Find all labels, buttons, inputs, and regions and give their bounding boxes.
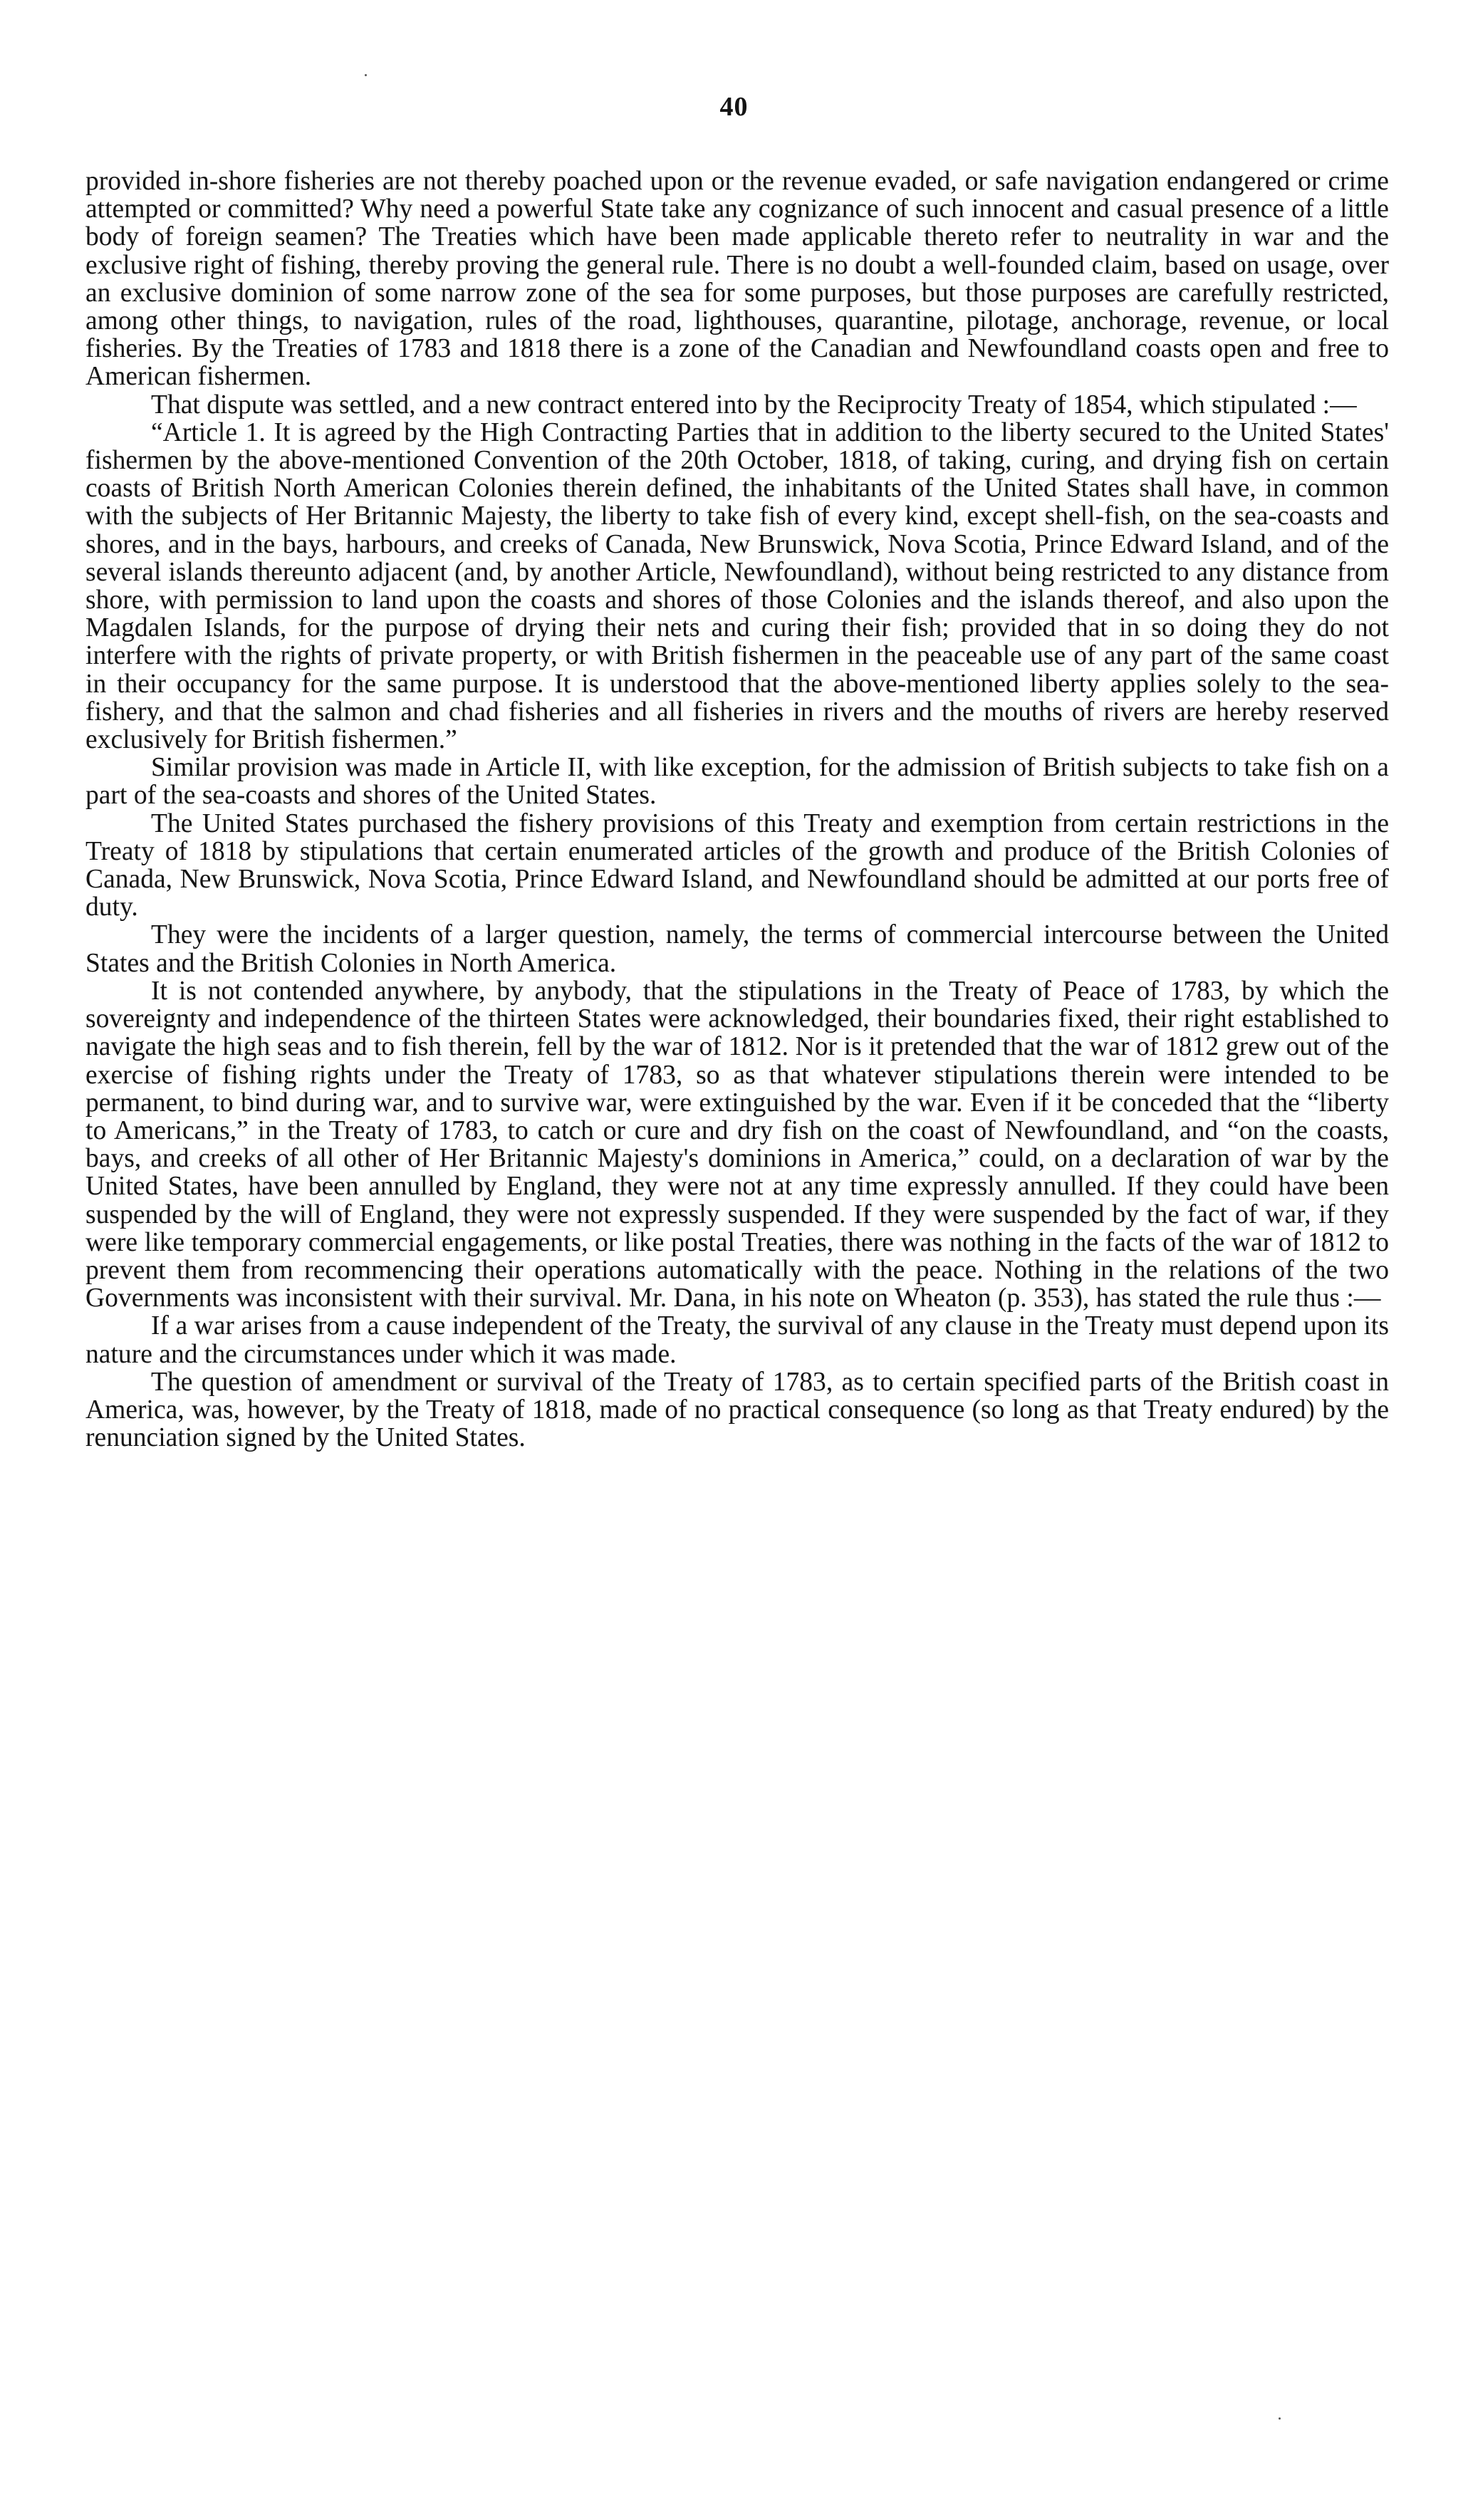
paragraph: It is not contended anywhere, by anybody, that the stipulations in the Treaty of Peace of 1783, by which the sovereignty and independence of the thirteen States were acknowledged, their boundaries fixed, their right established to navigate the high seas and to fish therein, fell by the war of 1812. Nor is it pretended that the war of 1812 grew out of the exercise of fishing rights under the Treaty of 1783, so as that whatever stipulations therein were intended to be permanent, to bind during war, and to survive war, were extinguished by the war. Even if it be conceded that the “liberty to Americans,” in the Treaty of 1783, to catch or cure and dry fish on the coast of Newfoundland, and “on the coasts, bays, and creeks of all other of Her Britannic Majesty's dominions in America,” could, on a declaration of war by the United States, have been annulled by England, they were not at any time expressly annulled. If they could have been suspended by the will of England, they were not expressly suspended. If they were suspended by the fact of war, if they were like temporary commercial engagements, or like postal Treaties, there was nothing in the facts of the war of 1812 to prevent them from recommencing their operations automatically with the peace. Nothing in the relations of the two Governments was inconsistent with their survival. Mr. Dana, in his note on Wheaton (p. 353), has stated the rule thus :— (85, 976, 1389, 1313)
paragraph: provided in-shore fisheries are not thereby poached upon or the revenue evaded, or safe navigation endangered or crime attempted or committed? Why need a powerful State take any cognizance of such innocent and casual presence of a little body of foreign seamen? The Treaties which have been made applicable thereto refer to neutrality in war and the exclusive right of fishing, thereby proving the general rule. There is no doubt a well-founded claim, based on usage, over an exclusive dominion of some narrow zone of the sea for some purposes, but those purposes are carefully restricted, among other things, to navigation, rules of the road, lighthouses, quarantine, pilotage, anchorage, revenue, or local fisheries. By the Treaties of 1783 and 1818 there is a zone of the Canadian and Newfoundland coasts open and free to American fishermen. (85, 167, 1389, 392)
paragraph: The United States purchased the fishery provisions of this Treaty and exemption from certain restrictions in the Treaty of 1818 by stipulations that certain enumerated articles of the growth and produce of the British Colonies of Canada, New Brunswick, Nova Scotia, Prince Edward Island, and Newfoundland should be admitted at our ports free of duty. (85, 808, 1389, 922)
body-text (85, 167, 1389, 1452)
paragraph: Similar provision was made in Article II, with like exception, for the admission of British subjects to take fish on a part of the sea-coasts and shores of the United States. (85, 753, 1389, 811)
quoted-article: “Article 1. It is agreed by the High Contracting Parties that in addition to the liberty secured to the United States' fishermen by the above-mentioned Convention of the 20th October, 1818, of taking, curing, and drying fish on certain coasts of British North American Colonies therein defined, the inhabitants of the United States shall have, in common with the subjects of Her Britannic Majesty, the liberty to take fish of every kind, except shell-fish, on the sea-coasts and shores, and in the bays, harbours, and creeks of Canada, New Brunswick, Nova Scotia, Prince Edward Island, and of the several islands thereunto adjacent (and, by another Article, Newfoundland), without being restricted to any distance from shore, with permission to land upon the coasts and shores of those Colonies and the islands thereof, and also upon the Magdalen Islands, for the purpose of drying their nets and curing their fish; provided that in so doing they do not interfere with the rights of private property, or with British fishermen in the peaceable use of any part of the same coast in their occupancy for the same purpose. It is understood that the above-mentioned liberty applies solely to the sea-fishery, and that the salmon and chad fisheries and all fisheries in rivers and the mouths of rivers are hereby reserved exclusively for British fishermen.” (85, 417, 1389, 755)
page-number: 40 (719, 92, 749, 122)
quoted-rule: If a war arises from a cause independent of the Treaty, the survival of any clause in the Treaty must depend upon its nature and the circumstances under which it was made. (85, 1311, 1389, 1369)
scan-speck (1279, 2417, 1281, 2420)
paragraph: They were the incidents of a larger question, namely, the terms of commercial intercourse between the United States and the British Colonies in North America. (85, 920, 1389, 978)
paragraph: That dispute was settled, and a new contract entered into by the Reciprocity Treaty of 1854, which stipulated :— (151, 390, 1357, 420)
paragraph: The question of amendment or survival of the Treaty of 1783, as to certain specified parts of the British coast in America, was, however, by the Treaty of 1818, made of no practical consequence (so long as that Treaty endured) by the renunciation signed by the United States. (85, 1367, 1389, 1453)
scan-speck (365, 74, 367, 76)
